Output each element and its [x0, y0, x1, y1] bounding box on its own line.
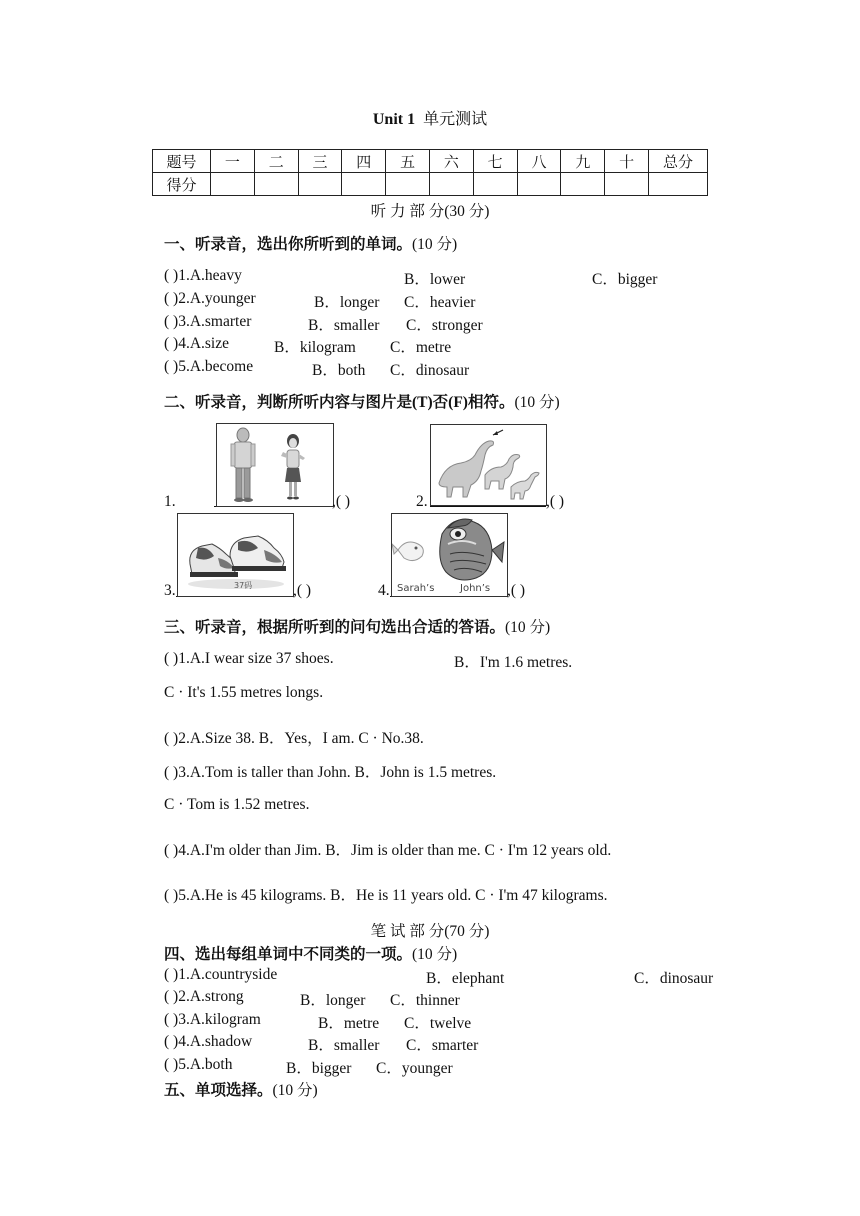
question-text: ( )3.A.smarter: [164, 313, 252, 330]
section-title-text: 一、听录音，选出你所听到的单词。: [164, 236, 413, 253]
section-1-title: [164, 232, 457, 254]
option-c: C．dinosaur: [390, 362, 470, 379]
table-cell: 二: [254, 150, 298, 173]
table-cell: 题号: [153, 150, 211, 173]
table-cell: 七: [473, 150, 517, 173]
score-table-score-row: [153, 173, 708, 196]
score-blank-cell: [473, 173, 517, 196]
picture-number-3: 3.: [164, 582, 176, 599]
option-b: B．smaller: [308, 317, 380, 334]
fish-label-john: John’s: [460, 583, 491, 594]
score-blank-cell: [211, 173, 255, 196]
table-cell: 总分: [649, 150, 708, 173]
section-title-text: 二、听录音，判断所听内容与图片是(T)否(F)相符。: [164, 394, 515, 411]
table-cell: 五: [386, 150, 430, 173]
section-3-title: [164, 615, 550, 637]
option-c: C · Tom is 1.52 metres.: [164, 796, 310, 813]
score-blank-cell: [605, 173, 649, 196]
section-2-title: [164, 390, 560, 412]
option-b: B．elephant: [426, 970, 505, 987]
writing-header: 笔 试 部 分(70 分): [370, 923, 490, 940]
table-cell: 四: [342, 150, 386, 173]
answer-underline: [430, 506, 546, 507]
dinosaurs-illustration: [431, 425, 546, 505]
section-points: (10 分): [505, 619, 551, 636]
fish-label-sarah: Sarah’s: [397, 583, 435, 594]
score-table: [152, 149, 708, 196]
option-c: C．younger: [376, 1060, 453, 1077]
answer-blank: ,( ): [332, 493, 351, 510]
question-text: ( )4.A.size: [164, 335, 229, 352]
table-cell: 十: [605, 150, 649, 173]
shoes-picture: [177, 513, 294, 597]
sneakers-illustration: [178, 514, 293, 596]
title-en: Unit 1: [372, 111, 416, 128]
question-text: ( )3.A.Tom is taller than John. B．John is 1.5 metres.: [164, 764, 497, 781]
option-b: B．both: [312, 362, 366, 379]
score-blank-cell: [298, 173, 342, 196]
section-4-title: [164, 942, 457, 964]
fish-illustration: [392, 514, 507, 596]
score-blank-cell: [561, 173, 605, 196]
table-cell: 得分: [153, 173, 211, 196]
section-points: (10 分): [272, 1082, 318, 1099]
question-row: [164, 267, 724, 287]
option-c: C · It's 1.55 metres longs.: [164, 684, 324, 701]
answer-blank: ,( ): [293, 582, 312, 599]
question-text: ( )1.A.I wear size 37 shoes.: [164, 650, 334, 667]
tall-man-short-woman-illustration: [217, 424, 333, 506]
shoe-size-label: 37码: [234, 581, 253, 590]
section-title-text: 四、选出每组单词中不同类的一项。: [164, 946, 413, 963]
question-text: ( )1.A.heavy: [164, 267, 242, 284]
option-b: B．lower: [404, 271, 466, 288]
question-text: ( )2.A.Size 38. B．Yes，I am. C · No.38.: [164, 730, 424, 747]
score-blank-cell: [254, 173, 298, 196]
fish-picture: [391, 513, 508, 597]
score-blank-cell: [517, 173, 561, 196]
title-cn: 单元测试: [423, 111, 488, 128]
question-text: ( )4.A.I'm older than Jim. B．Jim is older than me. C · I'm 12 years old.: [164, 842, 612, 859]
score-blank-cell: [429, 173, 473, 196]
option-b: B．kilogram: [274, 339, 356, 356]
option-c: C．metre: [390, 339, 452, 356]
question-text: ( )5.A.He is 45 kilograms. B．He is 11 years old. C · I'm 47 kilograms.: [164, 887, 608, 904]
section-title-text: 三、听录音，根据所听到的问句选出合适的答语。: [164, 619, 506, 636]
question-text: ( )2.A.strong: [164, 988, 244, 1005]
people-picture: [216, 423, 334, 507]
question-text: ( )5.A.become: [164, 358, 254, 375]
section-title-text: 五、单项选择。: [164, 1082, 273, 1099]
question-text: ( )1.A.countryside: [164, 966, 278, 983]
score-blank-cell: [649, 173, 708, 196]
score-blank-cell: [342, 173, 386, 196]
option-b: B．I'm 1.6 metres.: [454, 654, 573, 671]
table-cell: 三: [298, 150, 342, 173]
dinosaur-picture: [430, 424, 547, 506]
section-points: (10 分): [514, 394, 560, 411]
option-b: B．longer: [314, 294, 380, 311]
question-text: ( )3.A.kilogram: [164, 1011, 261, 1028]
picture-number-1: 1.: [164, 493, 176, 510]
option-c: C．bigger: [592, 271, 658, 288]
listening-header: 听 力 部 分(30 分): [370, 203, 490, 220]
picture-number-2: 2.: [416, 493, 428, 510]
option-b: B．smaller: [308, 1037, 380, 1054]
table-cell: 六: [429, 150, 473, 173]
option-c: C．twelve: [404, 1015, 472, 1032]
section-points: (10 分): [412, 236, 458, 253]
section-5-title: [164, 1078, 318, 1100]
option-b: B．longer: [300, 992, 366, 1009]
option-b: B．bigger: [286, 1060, 352, 1077]
question-text: ( )5.A.both: [164, 1056, 233, 1073]
option-c: C．smarter: [406, 1037, 479, 1054]
option-b: B．metre: [318, 1015, 380, 1032]
table-cell: 九: [561, 150, 605, 173]
page-title: [0, 106, 860, 129]
option-c: C．dinosaur: [634, 970, 714, 987]
question-text: ( )4.A.shadow: [164, 1033, 253, 1050]
answer-blank: ,( ): [507, 582, 526, 599]
option-c: C．heavier: [404, 294, 476, 311]
score-blank-cell: [386, 173, 430, 196]
answer-blank: ,( ): [546, 493, 565, 510]
option-c: C．thinner: [390, 992, 460, 1009]
question-text: ( )2.A.younger: [164, 290, 256, 307]
picture-number-4: 4.: [378, 582, 390, 599]
section-points: (10 分): [412, 946, 458, 963]
option-c: C．stronger: [406, 317, 483, 334]
table-cell: 一: [211, 150, 255, 173]
table-cell: 八: [517, 150, 561, 173]
score-table-header-row: [153, 150, 708, 173]
